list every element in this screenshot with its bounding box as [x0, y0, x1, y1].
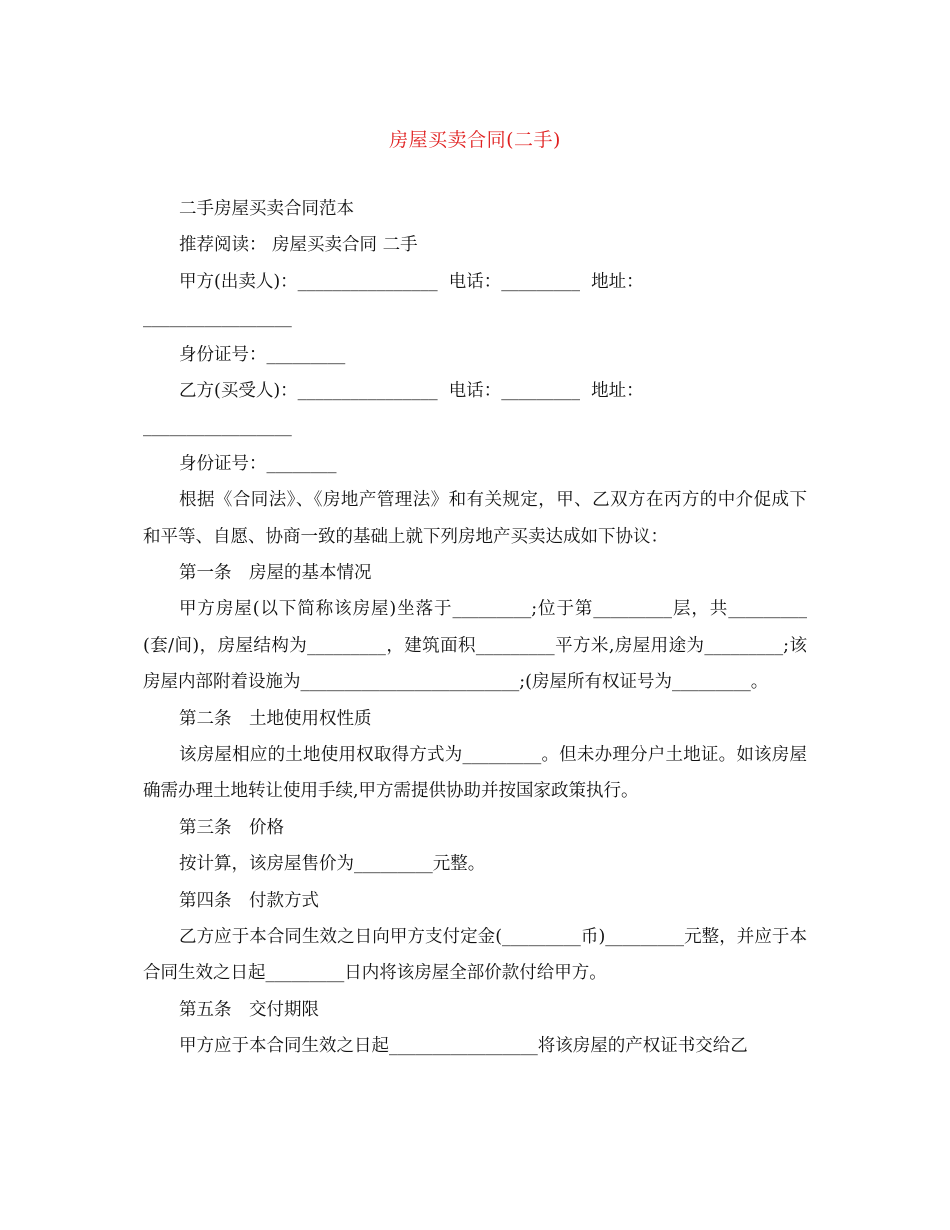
- party-a-address-blank: _________________: [143, 308, 292, 329]
- document-title: 房屋买卖合同(二手): [389, 129, 561, 151]
- article-heading: 第一条 房屋的基本情况: [179, 562, 372, 583]
- paragraph: 按计算，该房屋售价为_________元整。: [179, 854, 486, 875]
- document-body: [143, 191, 807, 1065]
- party-a-line: 甲方(出卖人)：________________ 电话：_________ 地址：: [179, 271, 644, 292]
- paragraph: 乙方应于本合同生效之日向甲方支付定金(_________币)_________元整，并应于本合同生效之日起_________日内将该房屋全部价款付给甲方。: [143, 926, 807, 984]
- party-b-id-line: 身份证号：________: [179, 453, 337, 474]
- paragraph: 甲方房屋(以下简称该房屋)坐落于_________;位于第_________层，共_________(套/间)，房屋结构为_________，建筑面积_________平方米,房屋用途为_________;该房屋内部附着设施为_________________________;(房屋所有权证号为_________。: [143, 599, 807, 693]
- paragraph: 该房屋相应的土地使用权取得方式为_________。但未办理分户土地证。如该房屋确需办理土地转让使用手续,甲方需提供协助并按国家政策执行。: [143, 744, 807, 802]
- article-heading: 第二条 土地使用权性质: [179, 708, 372, 729]
- text-line: 二手房屋买卖合同范本: [179, 199, 354, 219]
- party-b-address-blank: _________________: [143, 417, 292, 438]
- paragraph: 甲方应于本合同生效之日起_________________将该房屋的产权证书交给乙: [179, 1036, 748, 1057]
- party-b-line: 乙方(买受人)：________________ 电话：_________ 地址：: [179, 380, 644, 401]
- article-heading: 第四条 付款方式: [179, 890, 319, 911]
- article-heading: 第五条 交付期限: [179, 999, 319, 1020]
- text-line: 推荐阅读： 房屋买卖合同 二手: [179, 235, 418, 256]
- paragraph: 根据《合同法》、《房地产管理法》和有关规定，甲、乙双方在丙方的中介促成下和平等、自愿、协商一致的基础上就下列房地产买卖达成如下协议：: [143, 490, 807, 547]
- party-a-id-line: 身份证号：_________: [179, 344, 346, 365]
- article-heading: 第三条 价格: [179, 817, 284, 838]
